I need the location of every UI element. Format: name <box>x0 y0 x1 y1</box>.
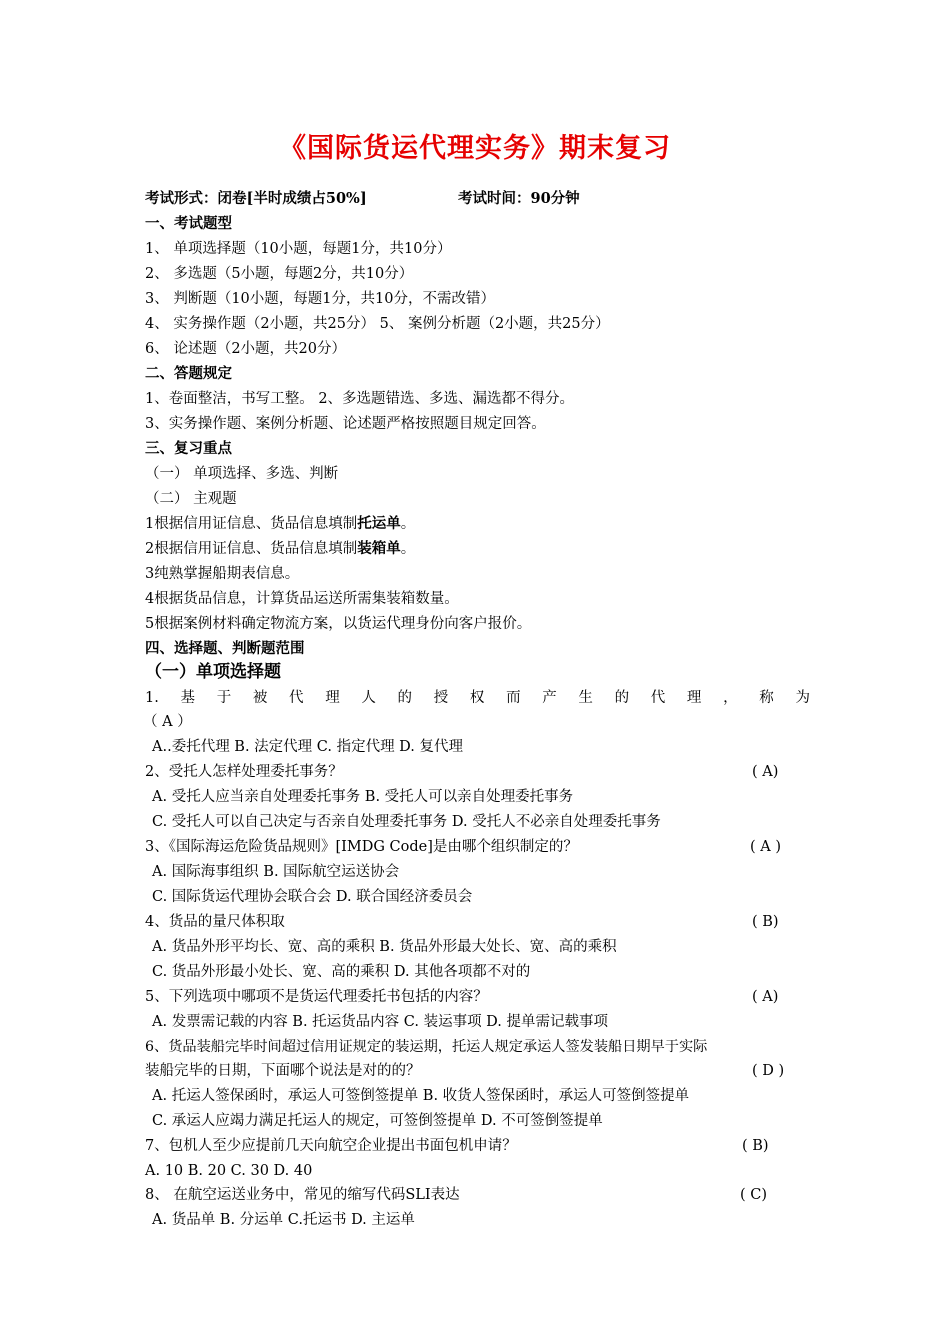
question-3-options: A. 国际海事组织 B. 国际航空运送协会 <box>152 864 400 880</box>
question-3-stem: 3、《国际海运危险货品规则》[IMDG Code]是由哪个组织制定的？ <box>145 839 578 855</box>
exam-form: 考试形式：闭卷[半时成绩占50%] <box>145 190 367 207</box>
section-4-heading: 四、选择题、判断题范围 <box>145 640 305 657</box>
question-4-options: C. 货品外形最小处长、宽、高的乘积 D. 其他各项都不对的 <box>152 964 531 980</box>
question-3-options: C. 国际货运代理协会联合会 D. 联合国经济委员会 <box>152 889 473 905</box>
rule-item: 3、实务操作题、案例分析题、论述题严格按照题目规定回答。 <box>145 416 546 432</box>
question-2-options: C. 受托人可以自己决定与否亲自处理委托事务 D. 受托人不必亲自处理委托事务 <box>152 814 661 830</box>
exam-time: 考试时间：90分钟 <box>458 190 580 207</box>
question-3-answer: ( A ) <box>750 839 782 855</box>
question-7-stem: 7、包机人至少应提前几天向航空企业提出书面包机申请？ <box>145 1138 517 1154</box>
review-point: 1根据信用证信息、货品信息填制托运单。 <box>145 515 416 532</box>
question-8-options: A. 货品单 B. 分运单 C.托运书 D. 主运单 <box>152 1212 415 1228</box>
exam-type-item: 2、 多选题（5小题，每题2分，共10分） <box>145 266 414 282</box>
question-5-stem: 5、下列选项中哪项不是货运代理委托书包括的内容？ <box>145 989 488 1005</box>
page-title: 《国际货运代理实务》期末复习 <box>279 133 671 164</box>
question-6-stem: 6、货品装船完毕时间超过信用证规定的装运期，托运人规定承运人签发装船日期早于实际 <box>145 1039 708 1055</box>
subsection-heading: （一）单项选择题 <box>145 662 281 682</box>
question-6-answer: ( D ) <box>752 1063 785 1079</box>
question-6-stem: 装船完毕的日期，下面哪个说法是对的的？ <box>145 1063 421 1079</box>
review-point: 2根据信用证信息、货品信息填制装箱单。 <box>145 540 416 557</box>
question-7-options: A. 10 B. 20 C. 30 D. 40 <box>145 1163 313 1179</box>
review-point: 3纯熟掌握船期表信息。 <box>145 566 300 582</box>
question-4-answer: ( B) <box>752 914 779 930</box>
section-1-heading: 一、考试题型 <box>145 215 232 232</box>
exam-type-item: 1、 单项选择题（10小题，每题1分，共10分） <box>145 241 452 257</box>
question-8-stem: 8、 在航空运送业务中，常见的缩写代码SLI表达 <box>145 1187 460 1203</box>
question-1-options: A..委托代理 B. 法定代理 C. 指定代理 D. 复代理 <box>152 739 464 755</box>
review-point: 4根据货品信息，计算货品运送所需集装箱数量。 <box>145 591 459 607</box>
question-5-answer: ( A) <box>752 989 779 1005</box>
review-subheading: （二） 主观题 <box>145 491 237 507</box>
question-1-stem: 1. 基 于 被 代 理 人 的 授 权 而 产 生 的 代 理 ， 称 为 <box>145 690 810 706</box>
emphasis: 装箱单 <box>357 540 401 557</box>
question-6-options: C. 承运人应竭力满足托运人的规定，可签倒签提单 D. 不可签倒签提单 <box>152 1113 603 1129</box>
rule-item: 1、卷面整洁，书写工整。 2、多选题错选、多选、漏选都不得分。 <box>145 391 575 407</box>
question-2-answer: ( A) <box>752 764 779 780</box>
question-7-answer: ( B) <box>742 1138 769 1154</box>
question-5-options: A. 发票需记载的内容 B. 托运货品内容 C. 装运事项 D. 提单需记载事项 <box>152 1014 609 1030</box>
question-6-options: A. 托运人签保函时，承运人可签倒签提单 B. 收货人签保函时，承运人可签倒签提单 <box>152 1088 690 1104</box>
exam-info <box>145 189 810 209</box>
question-2-options: A. 受托人应当亲自处理委托事务 B. 受托人可以亲自处理委托事务 <box>152 789 574 805</box>
question-8-answer: ( C) <box>740 1187 768 1203</box>
section-3-heading: 三、复习重点 <box>145 440 232 457</box>
review-point: 5根据案例材料确定物流方案，以货运代理身份向客户报价。 <box>145 616 532 632</box>
question-2-stem: 2、受托人怎样处理委托事务？ <box>145 764 343 780</box>
question-4-options: A. 货品外形平均长、宽、高的乘积 B. 货品外形最大处长、宽、高的乘积 <box>152 939 617 955</box>
question-4-stem: 4、货品的量尺体积取 <box>145 914 285 930</box>
question-1-answer: （ A ） <box>143 714 192 730</box>
emphasis: 托运单 <box>357 515 401 532</box>
section-2-heading: 二、答题规定 <box>145 365 232 382</box>
review-subheading: （一） 单项选择、多选、判断 <box>145 466 339 482</box>
exam-type-item: 6、 论述题（2小题，共20分） <box>145 341 347 357</box>
exam-type-item: 4、 实务操作题（2小题，共25分） 5、 案例分析题（2小题，共25分） <box>145 316 610 332</box>
exam-type-item: 3、 判断题（10小题，每题1分，共10分，不需改错） <box>145 291 495 307</box>
